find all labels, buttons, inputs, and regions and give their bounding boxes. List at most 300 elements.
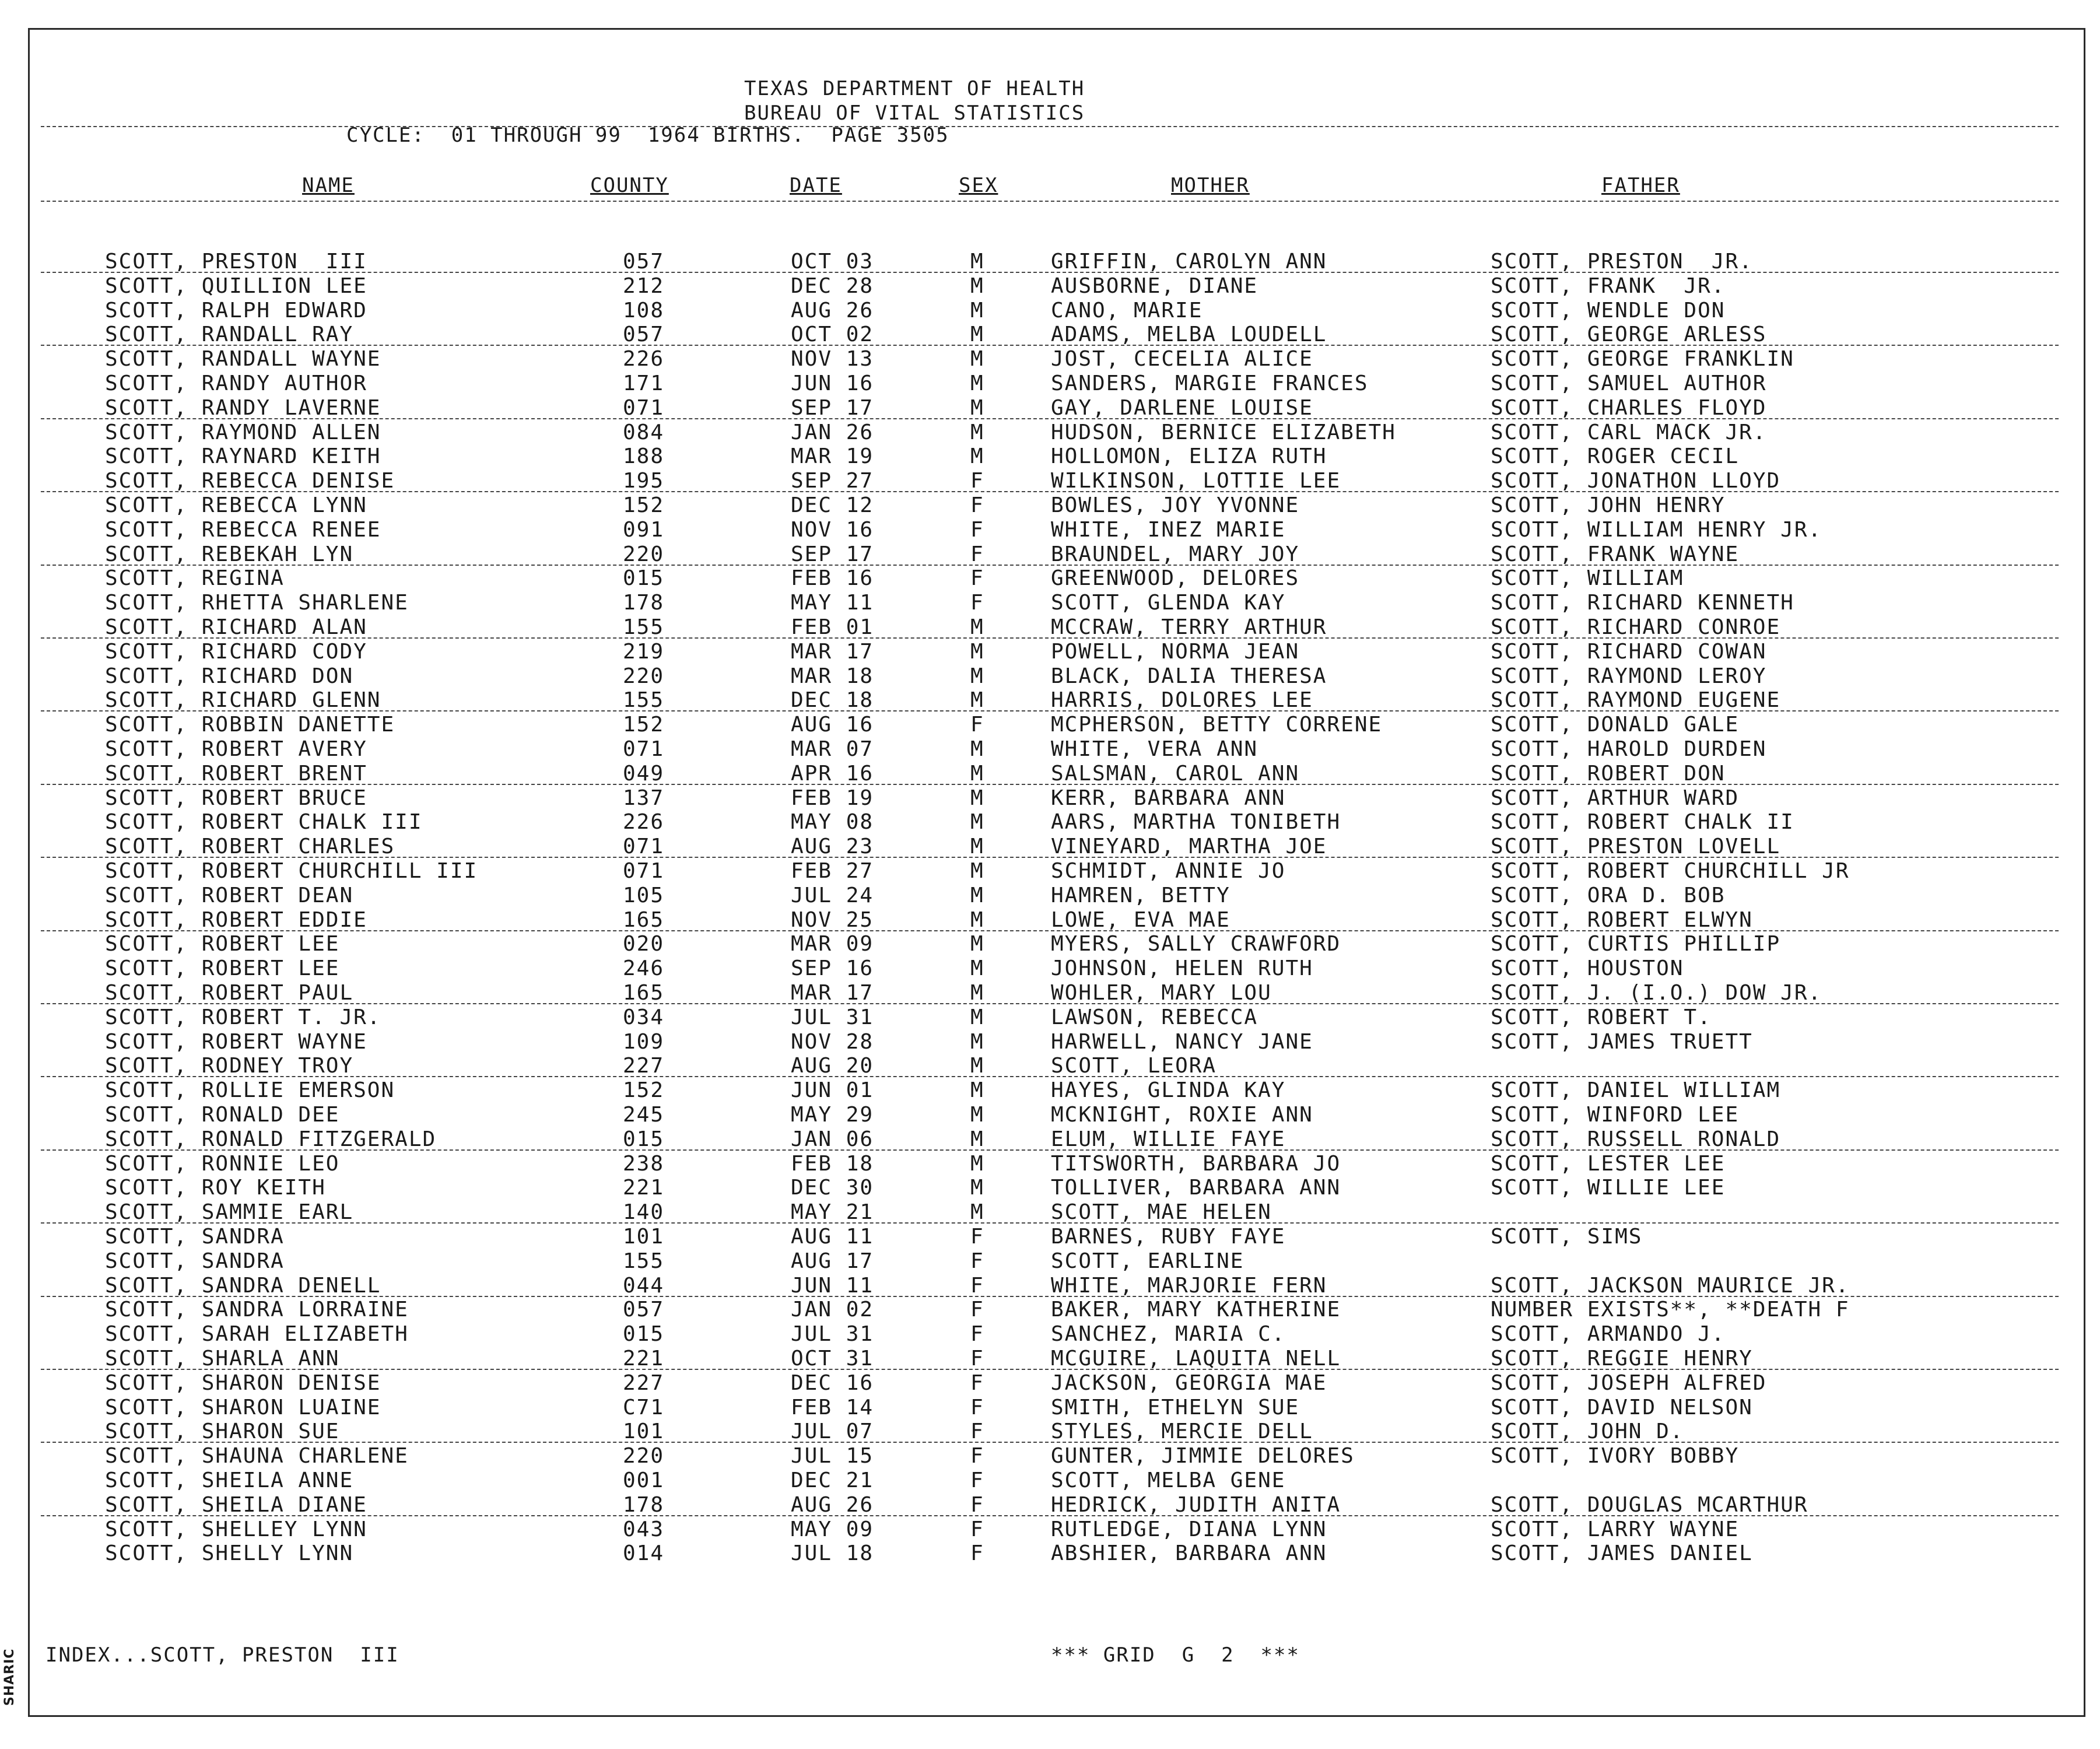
rule (41, 1076, 2059, 1077)
cell-county: 221 (623, 1347, 665, 1371)
cell-county: 015 (623, 566, 665, 591)
cell-county: 057 (623, 323, 665, 347)
cell-sex: F (970, 469, 984, 493)
cell-sex: F (970, 1249, 984, 1273)
cell-sex: M (970, 737, 984, 761)
cell-mother: SANDERS, MARGIE FRANCES (1051, 371, 1369, 395)
table-row (0, 859, 2100, 884)
cell-name: SCOTT, RAYMOND ALLEN (105, 420, 381, 444)
cell-date: JAN 26 (791, 420, 874, 444)
cell-mother: SCOTT, GLENDA KAY (1051, 591, 1286, 615)
table-row (0, 981, 2100, 1005)
rule (41, 418, 2059, 419)
column-header-name: NAME (302, 174, 355, 197)
cell-name: SCOTT, REBEKAH LYN (105, 542, 354, 566)
cell-father: SCOTT, RUSSELL RONALD (1491, 1127, 1781, 1151)
column-header-date: DATE (790, 174, 842, 197)
cell-mother: MYERS, SALLY CRAWFORD (1051, 932, 1341, 956)
cell-mother: TOLLIVER, BARBARA ANN (1051, 1176, 1341, 1200)
cell-sex: M (970, 883, 984, 907)
cell-father: SCOTT, ARMANDO J. (1491, 1322, 1726, 1347)
cell-name: SCOTT, RONALD FITZGERALD (105, 1127, 437, 1151)
cell-father: SCOTT, JAMES DANIEL (1491, 1541, 1753, 1566)
cell-date: JAN 06 (791, 1127, 874, 1151)
cell-county: 155 (623, 615, 665, 639)
cell-name: SCOTT, ROBERT LEE (105, 956, 340, 981)
column-header-sex: SEX (959, 174, 998, 197)
table-row (0, 1322, 2100, 1347)
table-row (0, 786, 2100, 811)
table-row (0, 1078, 2100, 1103)
cell-sex: F (970, 1298, 984, 1322)
cell-county: 227 (623, 1371, 665, 1395)
cell-county: 049 (623, 761, 665, 786)
cell-county: 014 (623, 1541, 665, 1566)
cell-sex: M (970, 1029, 984, 1054)
cell-father: SCOTT, JOHN HENRY (1491, 493, 1726, 517)
header-cycle: CYCLE: 01 THROUGH 99 1964 BIRTHS. PAGE 3505 (346, 124, 949, 147)
cell-county: 178 (623, 591, 665, 615)
cell-date: JUL 18 (791, 1541, 874, 1566)
cell-sex: M (970, 1054, 984, 1078)
cell-date: AUG 26 (791, 298, 874, 323)
rule (41, 1369, 2059, 1370)
cell-sex: M (970, 444, 984, 469)
cell-father: SCOTT, DANIEL WILLIAM (1491, 1078, 1781, 1103)
cell-sex: M (970, 1103, 984, 1127)
table-row (0, 274, 2100, 299)
cell-date: NOV 13 (791, 347, 874, 371)
cell-mother: BARNES, RUBY FAYE (1051, 1225, 1286, 1249)
cell-date: DEC 16 (791, 1371, 874, 1395)
cell-mother: JOHNSON, HELEN RUTH (1051, 956, 1313, 981)
cell-date: SEP 17 (791, 542, 874, 566)
cell-father: SCOTT, FRANK JR. (1491, 274, 1726, 298)
cell-name: SCOTT, ROBERT CHARLES (105, 835, 395, 859)
cell-county: 020 (623, 932, 665, 956)
table-row (0, 444, 2100, 469)
cell-date: NOV 28 (791, 1029, 874, 1054)
cell-father: SCOTT, JOHN D. (1491, 1419, 1684, 1444)
cell-date: FEB 16 (791, 566, 874, 591)
cell-county: 188 (623, 444, 665, 469)
cell-name: SCOTT, RANDALL WAYNE (105, 347, 381, 371)
cell-sex: M (970, 1078, 984, 1103)
cell-sex: M (970, 250, 984, 274)
cell-date: OCT 02 (791, 323, 874, 347)
cell-sex: F (970, 1395, 984, 1419)
cell-sex: M (970, 298, 984, 323)
header-bureau: BUREAU OF VITAL STATISTICS (744, 101, 1085, 125)
cell-mother: WHITE, VERA ANN (1051, 737, 1258, 761)
column-header-father: FATHER (1601, 174, 1680, 197)
cell-sex: F (970, 1419, 984, 1444)
table-row (0, 1103, 2100, 1127)
cell-mother: POWELL, NORMA JEAN (1051, 639, 1300, 664)
cell-mother: BLACK, DALIA THERESA (1051, 664, 1327, 688)
table-row (0, 1127, 2100, 1152)
table-row (0, 1200, 2100, 1225)
table-row (0, 1030, 2100, 1054)
cell-mother: GAY, DARLENE LOUISE (1051, 395, 1313, 420)
cell-county: 155 (623, 1249, 665, 1273)
cell-county: 071 (623, 737, 665, 761)
cell-date: AUG 17 (791, 1249, 874, 1273)
cell-county: 108 (623, 298, 665, 323)
cell-date: AUG 23 (791, 835, 874, 859)
cell-name: SCOTT, ROBERT WAYNE (105, 1029, 367, 1054)
rule (41, 1442, 2059, 1443)
cell-sex: M (970, 1127, 984, 1151)
cell-date: AUG 16 (791, 713, 874, 737)
cell-father: SCOTT, ROBERT CHALK II (1491, 810, 1794, 835)
cell-county: 246 (623, 956, 665, 981)
cell-father: SCOTT, HAROLD DURDEN (1491, 737, 1767, 761)
cell-county: 071 (623, 395, 665, 420)
cell-mother: ELUM, WILLIE FAYE (1051, 1127, 1286, 1151)
cell-sex: F (970, 1273, 984, 1298)
table-row (0, 762, 2100, 786)
cell-county: 105 (623, 883, 665, 907)
cell-county: 220 (623, 542, 665, 566)
cell-name: SCOTT, ROBERT BRUCE (105, 786, 367, 810)
rule (41, 345, 2059, 346)
cell-mother: HARRIS, DOLORES LEE (1051, 688, 1313, 713)
cell-sex: F (970, 517, 984, 542)
cell-mother: TITSWORTH, BARBARA JO (1051, 1151, 1341, 1176)
cell-date: SEP 16 (791, 956, 874, 981)
cell-sex: M (970, 371, 984, 395)
table-row (0, 1176, 2100, 1200)
cell-father: SCOTT, RICHARD COWAN (1491, 639, 1767, 664)
cell-date: MAY 11 (791, 591, 874, 615)
cell-date: DEC 30 (791, 1176, 874, 1200)
cell-sex: M (970, 761, 984, 786)
cell-county: 140 (623, 1200, 665, 1225)
rule (41, 1515, 2059, 1516)
cell-sex: M (970, 1200, 984, 1225)
cell-name: SCOTT, SAMMIE EARL (105, 1200, 354, 1225)
cell-name: SCOTT, ROBERT LEE (105, 932, 340, 956)
table-row (0, 323, 2100, 347)
cell-mother: MCCRAW, TERRY ARTHUR (1051, 615, 1327, 639)
table-row (0, 956, 2100, 981)
cell-name: SCOTT, RHETTA SHARLENE (105, 591, 409, 615)
cell-name: SCOTT, SHEILA ANNE (105, 1468, 354, 1492)
cell-date: JUL 24 (791, 883, 874, 907)
column-header-mother: MOTHER (1171, 174, 1250, 197)
table-row (0, 1371, 2100, 1396)
rule (41, 1003, 2059, 1004)
cell-mother: AARS, MARTHA TONIBETH (1051, 810, 1341, 835)
cell-sex: M (970, 932, 984, 956)
cell-father: SCOTT, CHARLES FLOYD (1491, 395, 1767, 420)
cell-mother: BOWLES, JOY YVONNE (1051, 493, 1300, 517)
cell-county: 015 (623, 1127, 665, 1151)
table-row (0, 371, 2100, 396)
cell-father: SCOTT, DOUGLAS MCARTHUR (1491, 1492, 1808, 1517)
cell-father: SCOTT, WILLIAM HENRY JR. (1491, 517, 1822, 542)
cell-date: JAN 02 (791, 1298, 874, 1322)
cell-name: SCOTT, SHAUNA CHARLENE (105, 1444, 409, 1468)
cell-county: 084 (623, 420, 665, 444)
cell-date: DEC 28 (791, 274, 874, 298)
cell-date: JUL 31 (791, 1005, 874, 1029)
table-row (0, 908, 2100, 933)
rule (41, 857, 2059, 858)
cell-sex: F (970, 566, 984, 591)
cell-name: SCOTT, RICHARD CODY (105, 639, 367, 664)
table-row (0, 1152, 2100, 1176)
cell-mother: ABSHIER, BARBARA ANN (1051, 1541, 1327, 1566)
cell-name: SCOTT, ROBBIN DANETTE (105, 713, 395, 737)
cell-sex: F (970, 1371, 984, 1395)
cell-sex: M (970, 323, 984, 347)
cell-county: 101 (623, 1419, 665, 1444)
cell-mother: MCKNIGHT, ROXIE ANN (1051, 1103, 1313, 1127)
rule (41, 491, 2059, 492)
cell-father: SCOTT, DAVID NELSON (1491, 1395, 1753, 1419)
table-row (0, 1396, 2100, 1420)
cell-father: SCOTT, FRANK WAYNE (1491, 542, 1740, 566)
cell-county: 220 (623, 1444, 665, 1468)
cell-father: SCOTT, JONATHON LLOYD (1491, 469, 1781, 493)
cell-date: FEB 18 (791, 1151, 874, 1176)
cell-county: 221 (623, 1176, 665, 1200)
cell-name: SCOTT, ROBERT AVERY (105, 737, 367, 761)
cell-county: 001 (623, 1468, 665, 1492)
cell-mother: RUTLEDGE, DIANA LYNN (1051, 1517, 1327, 1541)
rule (41, 637, 2059, 639)
cell-sex: M (970, 835, 984, 859)
cell-mother: STYLES, MERCIE DELL (1051, 1419, 1313, 1444)
cell-father: SCOTT, WENDLE DON (1491, 298, 1726, 323)
table-row (0, 1298, 2100, 1322)
cell-name: SCOTT, RAYNARD KEITH (105, 444, 381, 469)
cell-date: MAR 17 (791, 981, 874, 1005)
table-row (0, 1444, 2100, 1468)
cell-name: SCOTT, ROBERT EDDIE (105, 907, 367, 932)
table-row (0, 1541, 2100, 1566)
cell-mother: BRAUNDEL, MARY JOY (1051, 542, 1300, 566)
footer-grid: *** GRID G 2 *** (1051, 1643, 1300, 1667)
cell-mother: VINEYARD, MARTHA JOE (1051, 835, 1327, 859)
cell-date: FEB 19 (791, 786, 874, 810)
cell-name: SCOTT, ROBERT BRENT (105, 761, 367, 786)
cell-county: 227 (623, 1054, 665, 1078)
cell-mother: HEDRICK, JUDITH ANITA (1051, 1492, 1341, 1517)
cell-mother: SCOTT, MAE HELEN (1051, 1200, 1272, 1225)
cell-mother: JACKSON, GEORGIA MAE (1051, 1371, 1327, 1395)
cell-date: MAR 19 (791, 444, 874, 469)
cell-date: MAR 09 (791, 932, 874, 956)
cell-mother: AUSBORNE, DIANE (1051, 274, 1258, 298)
cell-name: SCOTT, SHARLA ANN (105, 1347, 340, 1371)
cell-mother: MCGUIRE, LAQUITA NELL (1051, 1347, 1341, 1371)
cell-date: FEB 01 (791, 615, 874, 639)
cell-sex: F (970, 713, 984, 737)
cell-sex: F (970, 1444, 984, 1468)
cell-county: 238 (623, 1151, 665, 1176)
cell-sex: M (970, 688, 984, 713)
side-label (2, 1650, 26, 1715)
cell-father: SCOTT, ROBERT DON (1491, 761, 1726, 786)
cell-sex: M (970, 420, 984, 444)
cell-father: SCOTT, JAMES TRUETT (1491, 1029, 1753, 1054)
cell-sex: M (970, 859, 984, 883)
cell-county: 226 (623, 347, 665, 371)
table-row (0, 1054, 2100, 1078)
table-row (0, 713, 2100, 737)
cell-county: 245 (623, 1103, 665, 1127)
table-row (0, 835, 2100, 859)
cell-mother: WHITE, MARJORIE FERN (1051, 1273, 1327, 1298)
cell-sex: M (970, 347, 984, 371)
table-row (0, 250, 2100, 274)
cell-name: SCOTT, REBECCA LYNN (105, 493, 367, 517)
cell-sex: F (970, 1517, 984, 1541)
cell-father: SCOTT, GEORGE ARLESS (1491, 323, 1767, 347)
cell-date: MAR 17 (791, 639, 874, 664)
cell-county: 152 (623, 713, 665, 737)
table-row (0, 1274, 2100, 1298)
cell-father: SCOTT, LESTER LEE (1491, 1151, 1726, 1176)
cell-name: SCOTT, ROBERT CHURCHILL III (105, 859, 478, 883)
cell-mother: SANCHEZ, MARIA C. (1051, 1322, 1286, 1347)
cell-county: 171 (623, 371, 665, 395)
cell-name: SCOTT, RICHARD ALAN (105, 615, 367, 639)
table-row (0, 737, 2100, 762)
cell-sex: F (970, 1322, 984, 1347)
cell-father: SCOTT, ROBERT CHURCHILL JR (1491, 859, 1850, 883)
table-row (0, 299, 2100, 323)
cell-name: SCOTT, SHEILA DIANE (105, 1492, 367, 1517)
cell-father: SCOTT, RAYMOND EUGENE (1491, 688, 1781, 713)
cell-name: SCOTT, SHARON SUE (105, 1419, 340, 1444)
cell-date: NOV 25 (791, 907, 874, 932)
column-header-county: COUNTY (590, 174, 669, 197)
cell-date: APR 16 (791, 761, 874, 786)
cell-date: AUG 20 (791, 1054, 874, 1078)
cell-county: 165 (623, 981, 665, 1005)
cell-date: DEC 21 (791, 1468, 874, 1492)
cell-father: SCOTT, WINFORD LEE (1491, 1103, 1740, 1127)
cell-father: SCOTT, ORA D. BOB (1491, 883, 1726, 907)
table-row (0, 542, 2100, 567)
table-row (0, 1517, 2100, 1542)
cell-sex: F (970, 1347, 984, 1371)
cell-name: SCOTT, SANDRA LORRAINE (105, 1298, 409, 1322)
table-row (0, 615, 2100, 640)
cell-mother: HAMREN, BETTY (1051, 883, 1230, 907)
cell-sex: M (970, 1176, 984, 1200)
cell-sex: F (970, 493, 984, 517)
cell-mother: HAYES, GLINDA KAY (1051, 1078, 1286, 1103)
cell-name: SCOTT, RONALD DEE (105, 1103, 340, 1127)
cell-date: MAY 21 (791, 1200, 874, 1225)
cell-mother: WHITE, INEZ MARIE (1051, 517, 1286, 542)
cell-mother: SCOTT, MELBA GENE (1051, 1468, 1286, 1492)
cell-mother: LAWSON, REBECCA (1051, 1005, 1258, 1029)
cell-sex: M (970, 956, 984, 981)
rule (41, 201, 2059, 202)
cell-father: SCOTT, GEORGE FRANKLIN (1491, 347, 1794, 371)
cell-sex: M (970, 981, 984, 1005)
cell-sex: M (970, 1151, 984, 1176)
rule (41, 1296, 2059, 1297)
cell-father: SCOTT, REGGIE HENRY (1491, 1347, 1753, 1371)
cell-name: SCOTT, RODNEY TROY (105, 1054, 354, 1078)
cell-mother: WOHLER, MARY LOU (1051, 981, 1272, 1005)
cell-sex: M (970, 1005, 984, 1029)
cell-sex: F (970, 1225, 984, 1249)
cell-father: SCOTT, ROBERT T. (1491, 1005, 1712, 1029)
cell-father: SCOTT, ARTHUR WARD (1491, 786, 1740, 810)
cell-date: JUL 15 (791, 1444, 874, 1468)
cell-father: SCOTT, WILLIE LEE (1491, 1176, 1726, 1200)
cell-father: NUMBER EXISTS**, **DEATH F (1491, 1298, 1850, 1322)
cell-name: SCOTT, QUILLION LEE (105, 274, 367, 298)
cell-sex: F (970, 1468, 984, 1492)
cell-date: OCT 31 (791, 1347, 874, 1371)
cell-date: JUL 07 (791, 1419, 874, 1444)
cell-county: 195 (623, 469, 665, 493)
cell-father: SCOTT, IVORY BOBBY (1491, 1444, 1740, 1468)
table-row (0, 688, 2100, 713)
cell-father: SCOTT, J. (I.O.) DOW JR. (1491, 981, 1822, 1005)
rule (41, 784, 2059, 785)
table-row (0, 1005, 2100, 1030)
cell-mother: SCOTT, LEORA (1051, 1054, 1217, 1078)
cell-county: 057 (623, 250, 665, 274)
cell-name: SCOTT, SHARON DENISE (105, 1371, 381, 1395)
cell-date: FEB 27 (791, 859, 874, 883)
cell-date: AUG 11 (791, 1225, 874, 1249)
cell-father: SCOTT, CURTIS PHILLIP (1491, 932, 1781, 956)
cell-mother: LOWE, EVA MAE (1051, 907, 1230, 932)
cell-mother: HOLLOMON, ELIZA RUTH (1051, 444, 1327, 469)
cell-date: NOV 16 (791, 517, 874, 542)
cell-father: SCOTT, SIMS (1491, 1225, 1643, 1249)
cell-date: JUL 31 (791, 1322, 874, 1347)
rule (41, 1149, 2059, 1151)
table-row (0, 566, 2100, 591)
cell-father: SCOTT, WILLIAM (1491, 566, 1684, 591)
cell-sex: M (970, 907, 984, 932)
cell-name: SCOTT, PRESTON III (105, 250, 367, 274)
cell-mother: JOST, CECELIA ALICE (1051, 347, 1313, 371)
rule (41, 930, 2059, 931)
cell-date: MAY 08 (791, 810, 874, 835)
cell-father: SCOTT, JACKSON MAURICE JR. (1491, 1273, 1850, 1298)
table-row (0, 420, 2100, 445)
table-row (0, 493, 2100, 518)
cell-county: 165 (623, 907, 665, 932)
cell-county: 219 (623, 639, 665, 664)
cell-mother: SCOTT, EARLINE (1051, 1249, 1244, 1273)
cell-mother: BAKER, MARY KATHERINE (1051, 1298, 1341, 1322)
cell-county: 101 (623, 1225, 665, 1249)
cell-sex: F (970, 1492, 984, 1517)
cell-father: SCOTT, ROBERT ELWYN (1491, 907, 1753, 932)
cell-mother: GRIFFIN, CAROLYN ANN (1051, 250, 1327, 274)
cell-name: SCOTT, ROBERT T. JR. (105, 1005, 381, 1029)
rule (41, 1222, 2059, 1224)
rule (41, 126, 2059, 127)
cell-name: SCOTT, REBECCA DENISE (105, 469, 395, 493)
cell-name: SCOTT, RONNIE LEO (105, 1151, 340, 1176)
table-row (0, 518, 2100, 542)
